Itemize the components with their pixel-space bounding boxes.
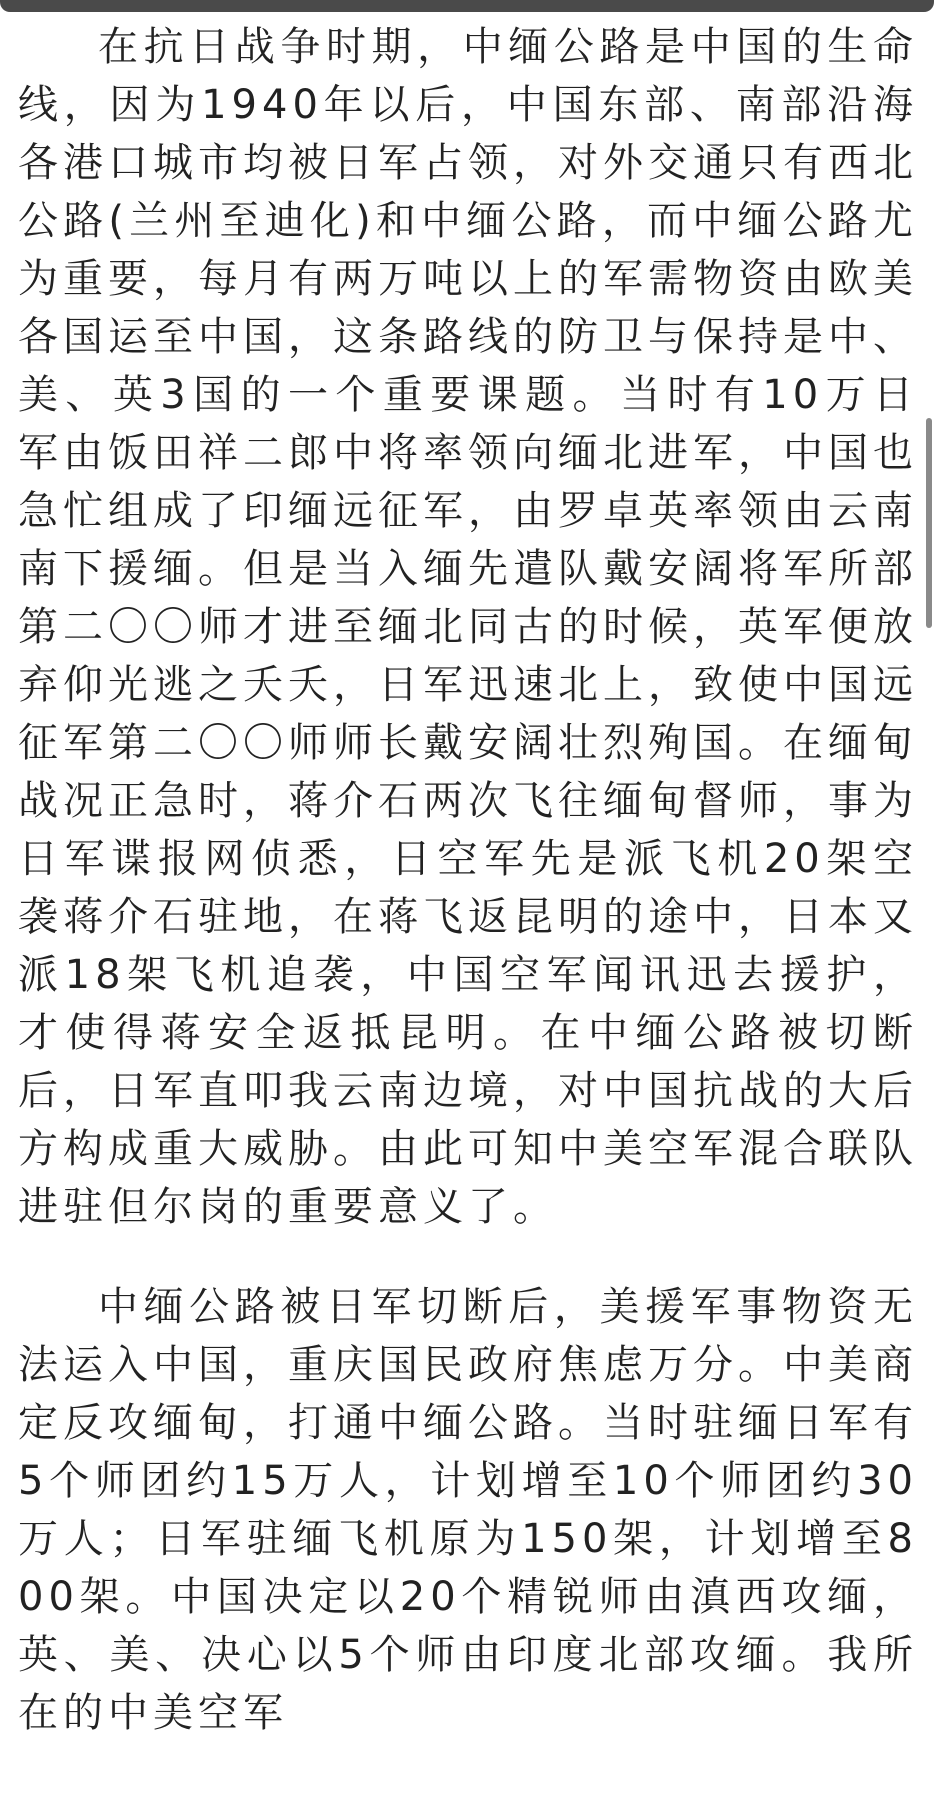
vertical-scrollbar[interactable]	[926, 418, 932, 628]
article-paragraph-2: 中缅公路被日军切断后，美援军事物资无法运入中国，重庆国民政府焦虑万分。中美商定反攻缅甸，打通中缅公路。当时驻缅日军有5个师团约15万人，计划增至10个师团约30万人；日军驻缅飞机原为150架，计划增至800架。中国决定以20个精锐师由滇西攻缅，英、美、决心以5个师由印度北部攻缅。我所在的中美空军	[18, 1284, 918, 1736]
top-status-bar	[0, 0, 934, 12]
article-paragraph-1: 在抗日战争时期，中缅公路是中国的生命线，因为1940年以后，中国东部、南部沿海各港口城市均被日军占领，对外交通只有西北公路(兰州至迪化)和中缅公路，而中缅公路尤为重要，每月有两万吨以上的军需物资由欧美各国运至中国，这条路线的防卫与保持是中、美、英3国的一个重要课题。当时有10万日军由饭田祥二郎中将率领向缅北进军，中国也急忙组成了印缅远征军，由罗卓英率领由云南南下援缅。但是当入缅先遣队戴安阔将军所部第二〇〇师才进至缅北同古的时候，英军便放弃仰光逃之夭夭，日军迅速北上，致使中国远征军第二〇〇师师长戴安阔壮烈殉国。在缅甸战况正急时，蒋介石两次飞往缅甸督师，事为日军谍报网侦悉，日空军先是派飞机20架空袭蒋介石驻地，在蒋飞返昆明的途中，日本又派18架飞机追袭，中国空军闻讯迅去援护，才使得蒋安全返抵昆明。在中缅公路被切断后，日军直叩我云南边境，对中国抗战的大后方构成重大威胁。由此可知中美空军混合联队进驻但尔岗的重要意义了。	[18, 24, 918, 1230]
article-body	[18, 18, 918, 1742]
